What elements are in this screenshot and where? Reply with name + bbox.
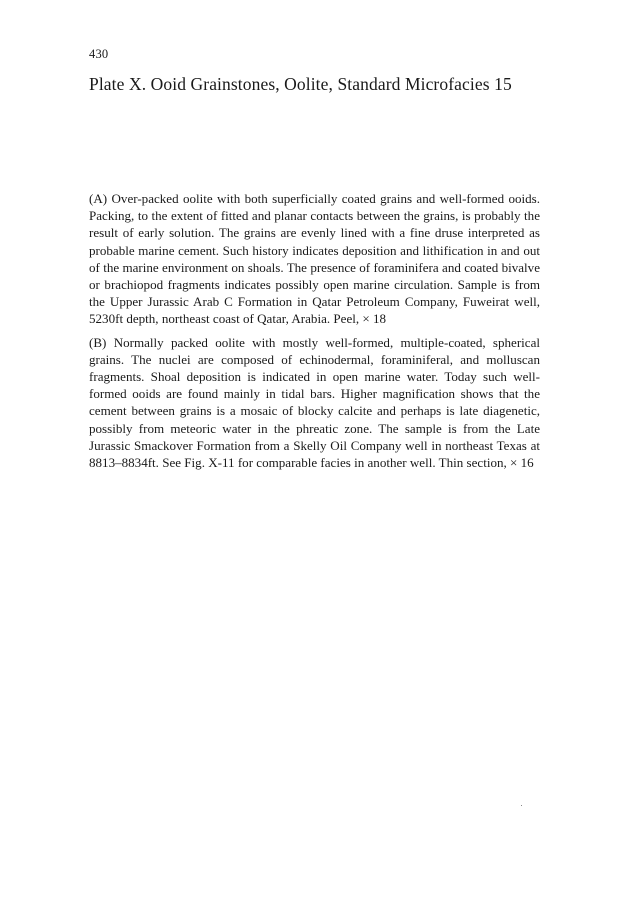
plate-title: Plate X. Ooid Grainstones, Oolite, Standard Microfacies 15 (89, 74, 512, 94)
caption-b (89, 334, 540, 472)
caption-a-label: (A) (89, 191, 108, 206)
caption-b-label: (B) (89, 334, 107, 350)
caption-a (89, 190, 540, 328)
page-number: 430 (89, 47, 109, 61)
plate-captions (89, 190, 540, 471)
caption-a-text: Over-packed oolite with both superficially coated grains and well-formed ooids. Packing, to the extent of fitted and planar contacts between the grains, is probably the result of early solution. The grains are evenly lined with a fine druse interpreted as probable marine cement. Such history indicates deposition and lithification in and out of the marine environment on shoals. The presence of foraminifera and coated bivalve or brachiopod fragments indicates possibly open marine circulation. Sample is from the Upper Jurassic Arab C Formation in Qatar Petroleum Company, Fuweirat well, 5230ft depth, northeast coast of Qatar, Arabia. Peel, × 18 (89, 191, 540, 327)
scan-speck (521, 805, 522, 806)
caption-b-text: Normally packed oolite with mostly well-formed, multiple-coated, spherical grains. The nuclei are composed of echinodermal, foraminiferal, and molluscan fragments. Shoal deposition is indicated in open marine water. Today such well-formed ooids are found mainly in tidal bars. Higher magnification shows that the cement between grains is a mosaic of blocky calcite and perhaps is late diagenetic, possibly from meteoric water in the phreatic zone. The sample is from the Late Jurassic Smackover Formation from a Skelly Oil Company well in northeast Texas at 8813–8834ft. See Fig. X-11 for comparable facies in another well. Thin section, × 16 (89, 334, 540, 471)
